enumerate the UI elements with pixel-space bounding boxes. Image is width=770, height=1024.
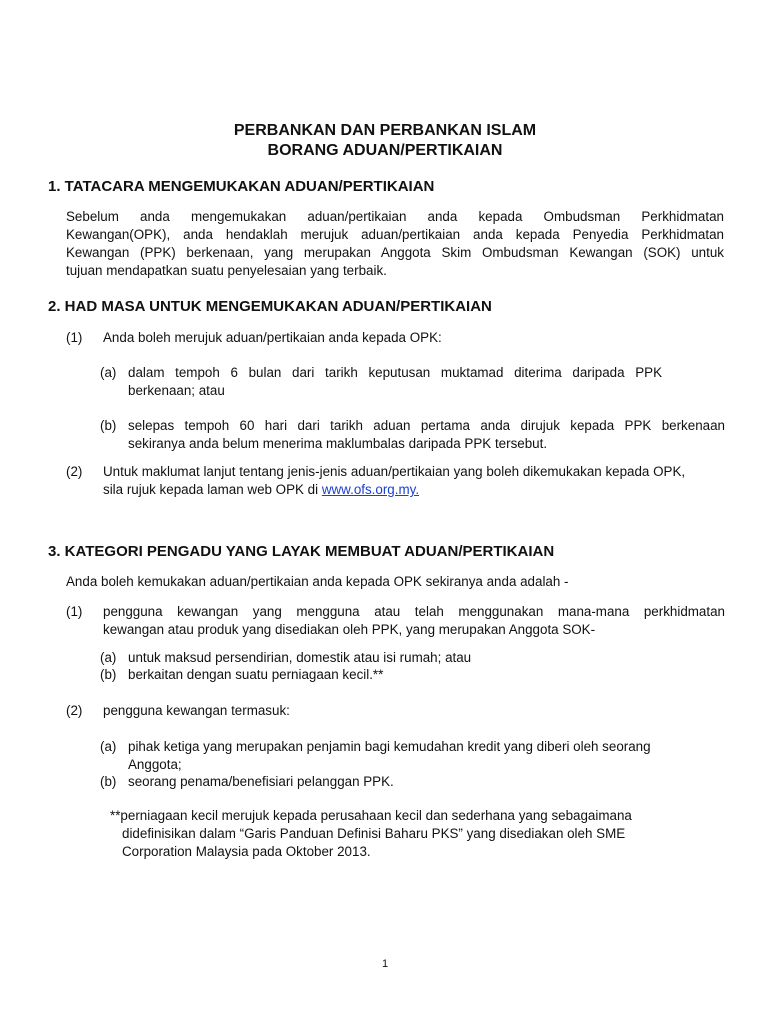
section-2-item-a-line-1: dalam tempoh 6 bulan dari tarikh keputusan muktamad diterima daripada PPK: [128, 365, 662, 380]
section-3-item-1b-label: (b): [100, 667, 117, 682]
page-number: 1: [381, 958, 389, 970]
section-2-item-2-line-1: Untuk maklumat lanjut tentang jenis-jenis aduan/pertikaian yang boleh dikemukakan kepada OPK,: [103, 464, 686, 479]
section-3-item-1a-label: (a): [100, 650, 117, 665]
ofs-website-link[interactable]: www.ofs.org.my.: [321, 482, 420, 497]
section-1-line-4: tujuan mendapatkan suatu penyelesaian yang terbaik.: [66, 263, 387, 278]
document-title: PERBANKAN DAN PERBANKAN ISLAM: [233, 122, 537, 139]
document-subtitle: BORANG ADUAN/PERTIKAIAN: [267, 142, 503, 159]
footnote-line-1: **perniagaan kecil merujuk kepada perusahaan kecil dan sederhana yang sebagaimana: [110, 808, 632, 823]
section-2-heading: 2. HAD MASA UNTUK MENGEMUKAKAN ADUAN/PERTIKAIAN: [48, 298, 492, 315]
section-3-intro: Anda boleh kemukakan aduan/pertikaian anda kepada OPK sekiranya anda adalah -: [66, 574, 569, 589]
section-3-item-2b-label: (b): [100, 774, 117, 789]
section-3-item-2a-label: (a): [100, 739, 117, 754]
section-3-item-1a-text: untuk maksud persendirian, domestik atau isi rumah; atau: [128, 650, 472, 665]
section-2-item-a-line-2: berkenaan; atau: [128, 383, 225, 398]
section-3-item-2a-line-2: Anggota;: [128, 757, 182, 772]
section-3-heading: 3. KATEGORI PENGADU YANG LAYAK MEMBUAT ADUAN/PERTIKAIAN: [48, 543, 555, 560]
section-2-item-b-line-2: sekiranya anda belum menerima maklumbalas daripada PPK tersebut.: [128, 436, 548, 451]
section-3-item-1-number: (1): [66, 604, 83, 619]
section-2-item-1-text: Anda boleh merujuk aduan/pertikaian anda kepada OPK:: [103, 330, 442, 345]
section-2-item-b-line-1: selepas tempoh 60 hari dari tarikh aduan pertama anda dirujuk kepada PPK berkenaan: [128, 418, 725, 433]
section-3-item-2b-text: seorang penama/benefisiari pelanggan PPK.: [128, 774, 394, 789]
section-1-line-3: Kewangan (PPK) berkenaan, yang merupakan Anggota Skim Ombudsman Kewangan (SOK) untuk: [66, 245, 724, 260]
section-2-item-1-number: (1): [66, 330, 83, 345]
section-3-item-1-line-2: kewangan atau produk yang disediakan oleh PPK, yang merupakan Anggota SOK-: [103, 622, 596, 637]
section-1-line-1: Sebelum anda mengemukakan aduan/pertikaian anda kepada Ombudsman Perkhidmatan: [66, 209, 724, 224]
section-3-item-2-number: (2): [66, 703, 83, 718]
footnote-line-3: Corporation Malaysia pada Oktober 2013.: [122, 844, 371, 859]
section-3-item-1-line-1: pengguna kewangan yang mengguna atau telah menggunakan mana-mana perkhidmatan: [103, 604, 725, 619]
footnote-line-2: didefinisikan dalam “Garis Panduan Definisi Baharu PKS” yang disediakan oleh SME: [122, 826, 626, 841]
section-2-item-2-line-2-text: sila rujuk kepada laman web OPK di: [103, 482, 322, 497]
section-2-item-2-line-2: [103, 481, 419, 499]
section-3-item-2a-line-1: pihak ketiga yang merupakan penjamin bagi kemudahan kredit yang diberi oleh seorang: [128, 739, 651, 754]
section-2-item-2-number: (2): [66, 464, 83, 479]
section-2-item-b-label: (b): [100, 418, 117, 433]
section-1-line-2: Kewangan(OPK), anda hendaklah merujuk aduan/pertikaian anda kepada Penyedia Perkhidmatan: [66, 227, 724, 242]
section-3-item-2-text: pengguna kewangan termasuk:: [103, 703, 290, 718]
section-1-heading: 1. TATACARA MENGEMUKAKAN ADUAN/PERTIKAIAN: [48, 178, 435, 195]
section-2-item-a-label: (a): [100, 365, 117, 380]
section-3-item-1b-text: berkaitan dengan suatu perniagaan kecil.**: [128, 667, 384, 682]
